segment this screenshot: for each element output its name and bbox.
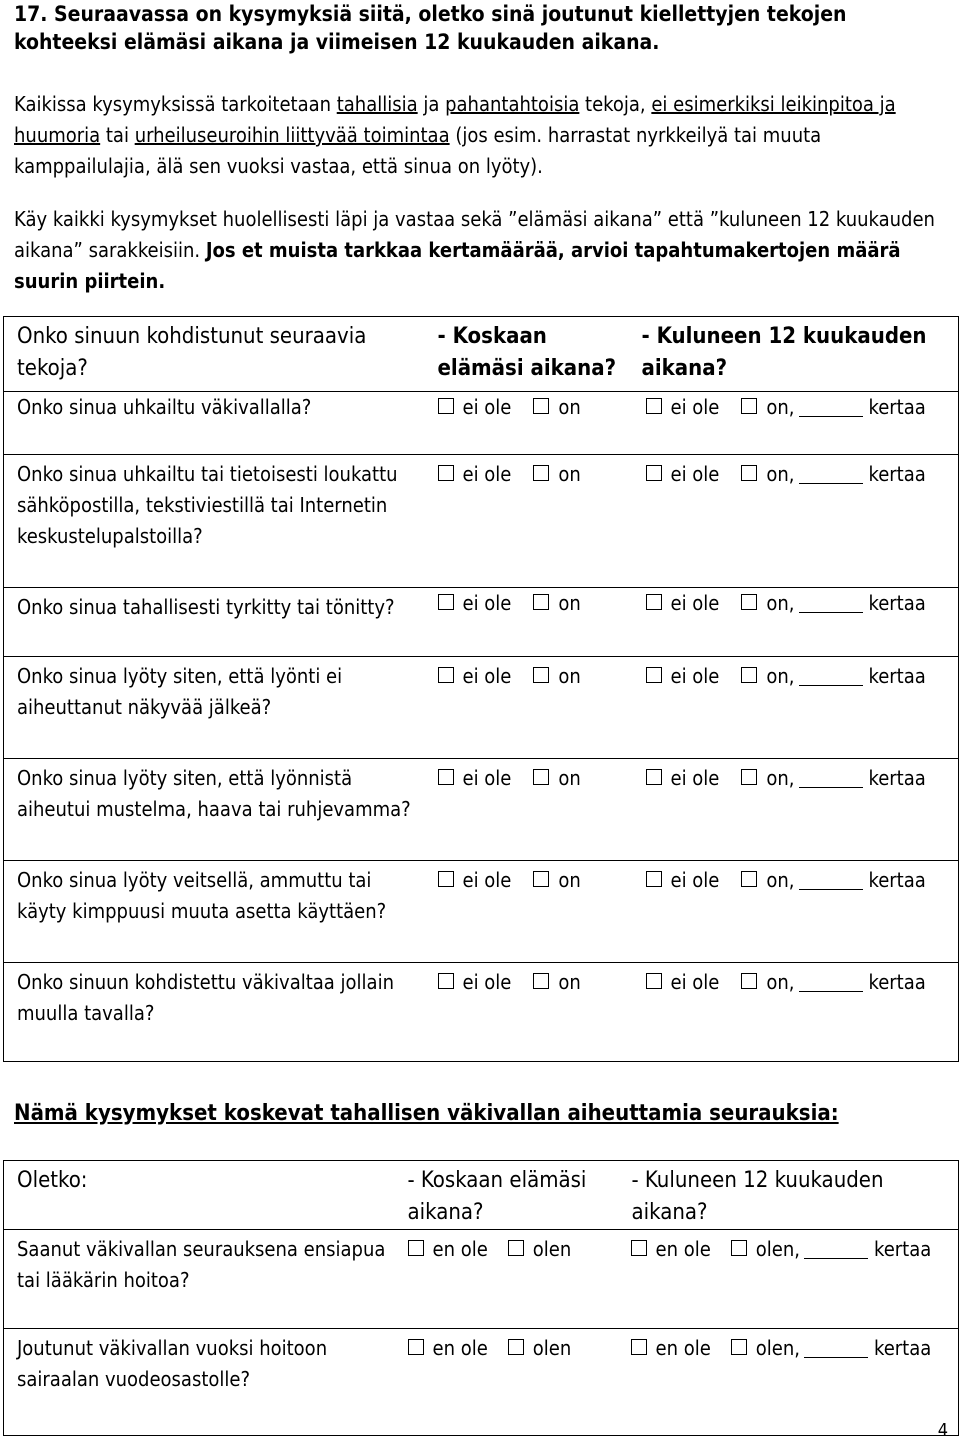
option-no-label: en ole bbox=[655, 1336, 711, 1360]
col-lifetime-header: - Koskaan elämäsi aikana? bbox=[437, 324, 617, 381]
option-yes-label: on bbox=[558, 591, 581, 615]
checkbox-square[interactable] bbox=[533, 871, 549, 887]
last12-yes-checkbox[interactable] bbox=[741, 392, 925, 423]
option-yes-label: on, bbox=[766, 462, 795, 486]
checkbox-square[interactable] bbox=[438, 973, 454, 989]
lifetime-yes-checkbox[interactable] bbox=[533, 763, 580, 794]
checkbox-square[interactable] bbox=[533, 398, 549, 414]
question-row bbox=[4, 963, 959, 1062]
last12-no-checkbox[interactable] bbox=[646, 763, 720, 794]
question-row bbox=[4, 392, 959, 455]
checkbox-square[interactable] bbox=[646, 667, 662, 683]
lifetime-yes-checkbox[interactable] bbox=[533, 967, 580, 998]
lifetime-no-checkbox[interactable] bbox=[438, 967, 512, 998]
option-no-label: ei ole bbox=[670, 766, 720, 790]
option-no-label: ei ole bbox=[462, 664, 512, 688]
underlined-term: pahantahtoisia bbox=[445, 92, 580, 116]
consequences-table bbox=[3, 1160, 959, 1436]
instructions-paragraph: Käy kaikki kysymykset huolellisesti läpi ja vastaa sekä ”elämäsi aikana” että ”kuluneen 12 kuukauden aikana” sarakkeisiin. Jos et muista tarkkaa kertamäärää, arvioi tapahtumakertojen määrä suurin piirtein. bbox=[14, 207, 935, 293]
lifetime-no-checkbox[interactable] bbox=[438, 763, 512, 794]
question-text: Joutunut väkivallan vuoksi hoitoon sairaalan vuodeosastolle? bbox=[17, 1336, 328, 1391]
underlined-term: tahallisia bbox=[336, 92, 418, 116]
times-label: kertaa bbox=[873, 1237, 932, 1261]
lifetime-yes-checkbox[interactable] bbox=[533, 459, 580, 490]
question-text: Onko sinua tahallisesti tyrkitty tai tönitty? bbox=[17, 595, 395, 619]
times-label: kertaa bbox=[873, 1336, 932, 1360]
option-yes-label: on bbox=[558, 462, 581, 486]
option-no-label: ei ole bbox=[462, 395, 512, 419]
times-count-blank[interactable] bbox=[799, 595, 863, 613]
times-label: kertaa bbox=[868, 462, 926, 486]
option-no-label: ei ole bbox=[462, 970, 512, 994]
last12-yes-checkbox[interactable] bbox=[741, 865, 925, 896]
option-no-label: ei ole bbox=[670, 868, 720, 892]
checkbox-square[interactable] bbox=[438, 667, 454, 683]
last12-no-checkbox[interactable] bbox=[631, 1234, 711, 1265]
option-yes-label: on, bbox=[766, 970, 795, 994]
checkbox-square[interactable] bbox=[408, 1240, 424, 1256]
option-yes-label: on, bbox=[766, 868, 795, 892]
option-no-label: en ole bbox=[655, 1237, 711, 1261]
option-yes-label: on bbox=[558, 395, 581, 419]
checkbox-square[interactable] bbox=[741, 667, 757, 683]
checkbox-square[interactable] bbox=[731, 1339, 747, 1355]
question-row bbox=[4, 759, 959, 861]
underlined-term: ei esimerkiksi leikinpitoa ja huumoria bbox=[14, 92, 896, 147]
checkbox-square[interactable] bbox=[631, 1240, 647, 1256]
col-12months-header: - Kuluneen 12 kuukauden aikana? bbox=[631, 1168, 884, 1225]
last12-yes-checkbox[interactable] bbox=[741, 763, 925, 794]
times-label: kertaa bbox=[868, 395, 926, 419]
checkbox-square[interactable] bbox=[533, 769, 549, 785]
option-no-label: ei ole bbox=[670, 664, 720, 688]
checkbox-square[interactable] bbox=[646, 769, 662, 785]
question-row bbox=[4, 1329, 959, 1436]
question-text: Onko sinua uhkailtu väkivallalla? bbox=[17, 395, 312, 419]
times-label: kertaa bbox=[868, 664, 926, 688]
checkbox-square[interactable] bbox=[438, 465, 454, 481]
question-heading: 17. Seuraavassa on kysymyksiä siitä, oletko sinä joutunut kiellettyjen tekojen kohteeksi elämäsi aikana ja viimeisen 12 kuukauden aikana. bbox=[14, 2, 847, 54]
checkbox-square[interactable] bbox=[438, 769, 454, 785]
times-label: kertaa bbox=[868, 868, 926, 892]
last12-yes-checkbox[interactable] bbox=[731, 1333, 931, 1364]
option-yes-label: on bbox=[558, 868, 581, 892]
lifetime-yes-checkbox[interactable] bbox=[533, 588, 580, 619]
checkbox-square[interactable] bbox=[741, 594, 757, 610]
checkbox-square[interactable] bbox=[741, 465, 757, 481]
checkbox-square[interactable] bbox=[646, 398, 662, 414]
checkbox-square[interactable] bbox=[631, 1339, 647, 1355]
checkbox-square[interactable] bbox=[646, 465, 662, 481]
question-text: Onko sinua lyöty siten, että lyönnistä aiheutui mustelma, haava tai ruhjevamma? bbox=[17, 766, 411, 821]
option-yes-label: olen bbox=[532, 1336, 572, 1360]
checkbox-square[interactable] bbox=[741, 398, 757, 414]
option-no-label: ei ole bbox=[462, 462, 512, 486]
times-count-blank[interactable] bbox=[799, 668, 863, 686]
question-text: Saanut väkivallan seurauksena ensiapua tai lääkärin hoitoa? bbox=[17, 1237, 386, 1292]
question-row bbox=[4, 588, 959, 657]
lifetime-no-checkbox[interactable] bbox=[438, 459, 512, 490]
lifetime-no-checkbox[interactable] bbox=[438, 661, 512, 692]
times-count-blank[interactable] bbox=[804, 1340, 868, 1358]
question-row bbox=[4, 1230, 959, 1329]
times-count-blank[interactable] bbox=[799, 399, 863, 417]
instructions-bold: Jos et muista tarkkaa kertamäärää, arvioi tapahtumakertojen määrä suurin piirtein. bbox=[14, 238, 901, 293]
option-no-label: ei ole bbox=[670, 970, 720, 994]
lifetime-yes-checkbox[interactable] bbox=[533, 865, 580, 896]
option-yes-label: on bbox=[558, 664, 581, 688]
times-count-blank[interactable] bbox=[804, 1241, 868, 1259]
checkbox-square[interactable] bbox=[508, 1240, 524, 1256]
checkbox-square[interactable] bbox=[646, 871, 662, 887]
option-no-label: en ole bbox=[432, 1336, 488, 1360]
lifetime-no-checkbox[interactable] bbox=[438, 392, 512, 423]
last12-no-checkbox[interactable] bbox=[646, 865, 720, 896]
last12-yes-checkbox[interactable] bbox=[741, 967, 925, 998]
checkbox-square[interactable] bbox=[438, 871, 454, 887]
lifetime-yes-checkbox[interactable] bbox=[533, 661, 580, 692]
lifetime-no-checkbox[interactable] bbox=[438, 588, 512, 619]
col-12months-header: - Kuluneen 12 kuukauden aikana? bbox=[641, 324, 927, 381]
option-yes-label: on bbox=[558, 766, 581, 790]
checkbox-square[interactable] bbox=[741, 769, 757, 785]
option-no-label: ei ole bbox=[462, 766, 512, 790]
last12-no-checkbox[interactable] bbox=[646, 392, 720, 423]
underlined-term: urheiluseuroihin liittyvää toimintaa bbox=[134, 123, 450, 147]
question-row bbox=[4, 455, 959, 588]
question-text: Onko sinua lyöty veitsellä, ammuttu tai käyty kimppuusi muuta asetta käyttäen? bbox=[17, 868, 387, 923]
option-yes-label: on bbox=[558, 970, 581, 994]
last12-no-checkbox[interactable] bbox=[631, 1333, 711, 1364]
checkbox-square[interactable] bbox=[508, 1339, 524, 1355]
checkbox-square[interactable] bbox=[646, 973, 662, 989]
lifetime-no-checkbox[interactable] bbox=[408, 1234, 488, 1265]
option-no-label: ei ole bbox=[670, 462, 720, 486]
option-no-label: ei ole bbox=[670, 395, 720, 419]
checkbox-square[interactable] bbox=[533, 465, 549, 481]
question-row bbox=[4, 657, 959, 759]
checkbox-square[interactable] bbox=[438, 398, 454, 414]
checkbox-square[interactable] bbox=[408, 1339, 424, 1355]
option-yes-label: on, bbox=[766, 766, 795, 790]
times-count-blank[interactable] bbox=[799, 872, 863, 890]
checkbox-square[interactable] bbox=[438, 594, 454, 610]
option-no-label: en ole bbox=[432, 1237, 488, 1261]
option-yes-label: olen, bbox=[755, 1237, 800, 1261]
question-text: Onko sinua lyöty siten, että lyönti ei aiheuttanut näkyvää jälkeä? bbox=[17, 664, 343, 719]
option-no-label: ei ole bbox=[670, 591, 720, 615]
checkbox-square[interactable] bbox=[741, 973, 757, 989]
checkbox-square[interactable] bbox=[646, 594, 662, 610]
acts-table bbox=[3, 316, 959, 1062]
times-label: kertaa bbox=[868, 591, 926, 615]
times-count-blank[interactable] bbox=[799, 974, 863, 992]
question-text: Onko sinuun kohdistettu väkivaltaa jollain muulla tavalla? bbox=[17, 970, 394, 1025]
last12-no-checkbox[interactable] bbox=[646, 661, 720, 692]
times-label: kertaa bbox=[868, 970, 926, 994]
lifetime-no-checkbox[interactable] bbox=[438, 865, 512, 896]
last12-yes-checkbox[interactable] bbox=[741, 661, 925, 692]
checkbox-square[interactable] bbox=[533, 594, 549, 610]
question-text: Onko sinua uhkailtu tai tietoisesti loukattu sähköpostilla, tekstiviestillä tai Internetin keskustelupalstoilla? bbox=[17, 462, 398, 548]
last12-no-checkbox[interactable] bbox=[646, 588, 720, 619]
last12-no-checkbox[interactable] bbox=[646, 967, 720, 998]
times-label: kertaa bbox=[868, 766, 926, 790]
lifetime-yes-checkbox[interactable] bbox=[508, 1234, 572, 1265]
checkbox-square[interactable] bbox=[731, 1240, 747, 1256]
last12-yes-checkbox[interactable] bbox=[731, 1234, 931, 1265]
option-no-label: ei ole bbox=[462, 868, 512, 892]
times-count-blank[interactable] bbox=[799, 770, 863, 788]
checkbox-square[interactable] bbox=[533, 973, 549, 989]
last12-yes-checkbox[interactable] bbox=[741, 588, 925, 619]
last12-no-checkbox[interactable] bbox=[646, 459, 720, 490]
last12-yes-checkbox[interactable] bbox=[741, 459, 925, 490]
section2-heading: Nämä kysymykset koskevat tahallisen väkivallan aiheuttamia seurauksia: bbox=[14, 1101, 839, 1126]
option-yes-label: on, bbox=[766, 591, 795, 615]
lifetime-yes-checkbox[interactable] bbox=[533, 392, 580, 423]
consequences-table-header bbox=[4, 1161, 959, 1230]
lifetime-yes-checkbox[interactable] bbox=[508, 1333, 572, 1364]
option-yes-label: olen, bbox=[755, 1336, 800, 1360]
times-count-blank[interactable] bbox=[799, 466, 863, 484]
page-number: 4 bbox=[937, 1420, 948, 1441]
checkbox-square[interactable] bbox=[741, 871, 757, 887]
question-row bbox=[4, 861, 959, 963]
col-lifetime-header: - Koskaan elämäsi aikana? bbox=[407, 1168, 587, 1225]
option-yes-label: on, bbox=[766, 395, 795, 419]
option-yes-label: on, bbox=[766, 664, 795, 688]
consequences-header-question: Oletko: bbox=[17, 1168, 88, 1193]
checkbox-square[interactable] bbox=[533, 667, 549, 683]
acts-header-question: Onko sinuun kohdistunut seuraavia tekoja? bbox=[17, 324, 367, 381]
lifetime-no-checkbox[interactable] bbox=[408, 1333, 488, 1364]
option-yes-label: olen bbox=[532, 1237, 572, 1261]
intro-paragraph: Kaikissa kysymyksissä tarkoitetaan tahallisia ja pahantahtoisia tekoja, ei esimerkiksi leikinpitoa ja huumoria tai urheiluseuroihin liittyvää toimintaa (jos esim. harrastat nyrkkeilyä tai muuta kamppailulajia, älä sen vuoksi vastaa, että sinua on lyöty). bbox=[14, 92, 896, 178]
option-no-label: ei ole bbox=[462, 591, 512, 615]
acts-table-header bbox=[4, 317, 959, 392]
